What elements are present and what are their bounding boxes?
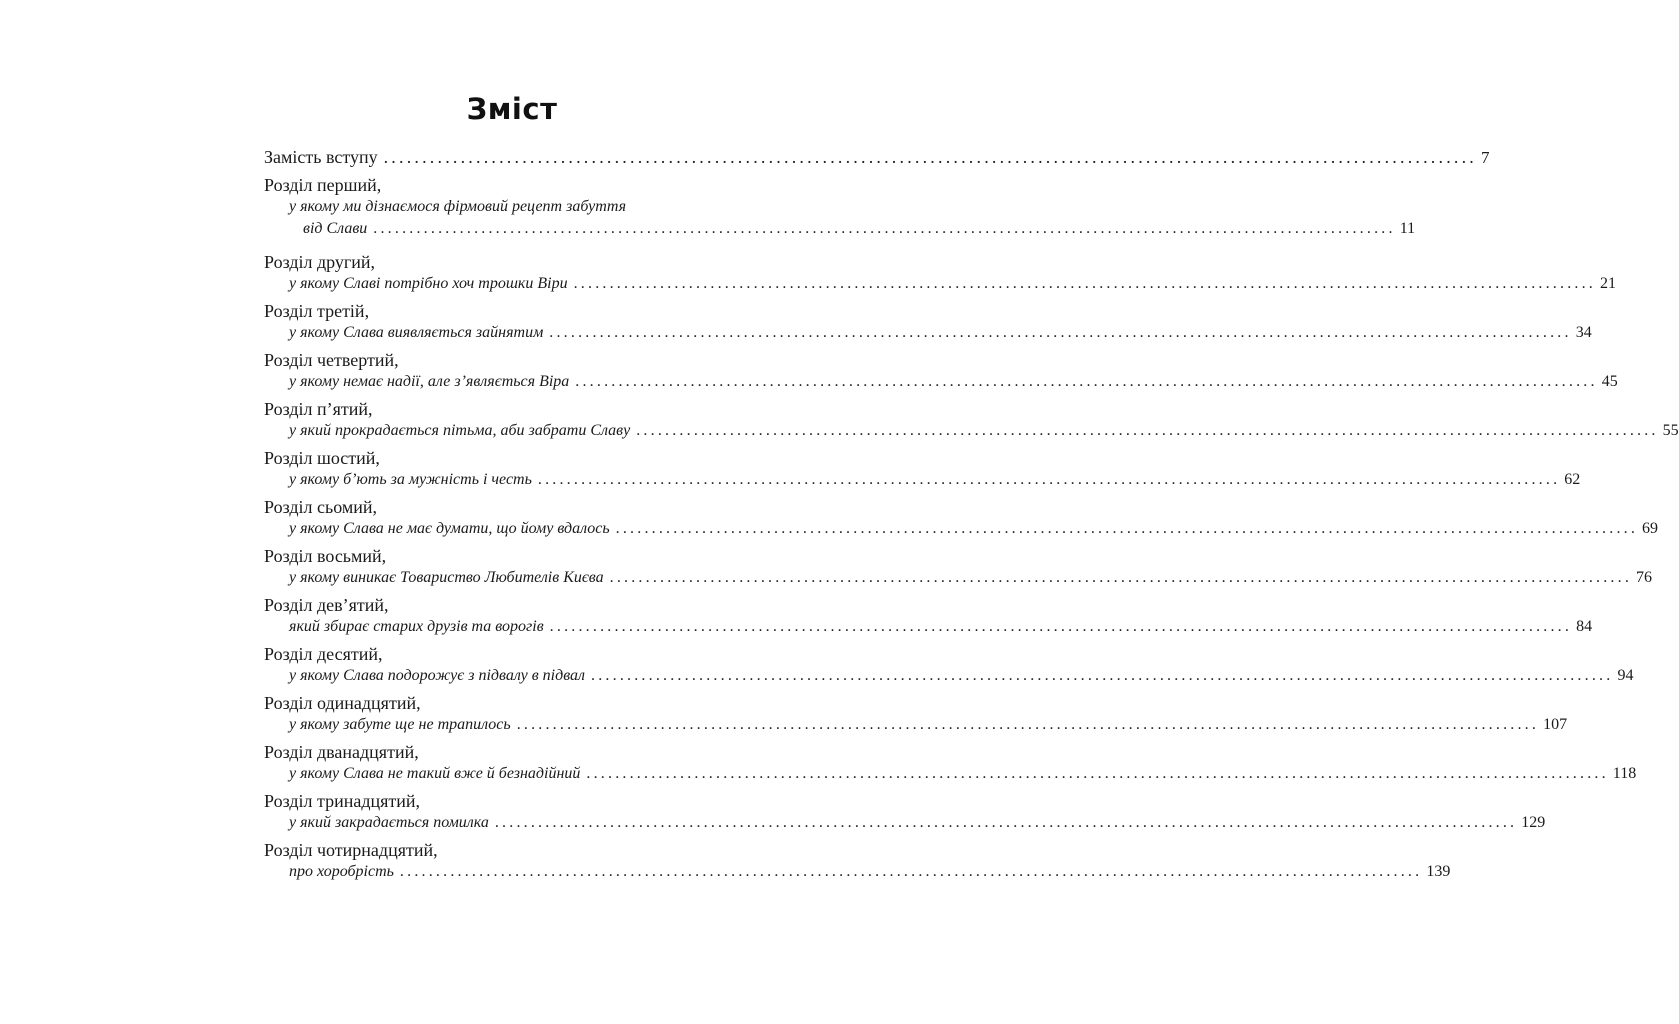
dot-leader: .............................................................................................................................................. <box>586 765 1609 782</box>
chapter-page-number: 84 <box>1576 618 1593 635</box>
chapter-subtitle: у якому Слава не має думати, що йому вдалось <box>289 520 610 537</box>
dot-leader: .............................................................................................................................................. <box>573 275 1596 292</box>
toc-entry-chapter-7[interactable] <box>264 496 1659 545</box>
dot-leader: .............................................................................................................................................. <box>615 520 1639 537</box>
toc-entry-chapter-5[interactable] <box>264 398 1679 447</box>
intro-page-number: 7 <box>1481 148 1490 167</box>
dot-leader: .............................................................................................................................................. <box>516 716 1540 733</box>
toc-entry-intro[interactable] <box>264 146 1490 172</box>
chapter-heading: Розділ дев’ятий, <box>264 595 389 615</box>
chapter-page-number: 107 <box>1543 716 1568 733</box>
chapter-subtitle-line1: у якому ми дізнаємося фірмовий рецепт забуття <box>289 198 627 215</box>
dot-leader: .............................................................................................................................................. <box>575 373 1598 390</box>
chapter-heading: Розділ перший, <box>264 175 382 195</box>
dot-leader: .............................................................................................................................................. <box>399 863 1423 880</box>
chapter-page-number: 69 <box>1642 520 1659 537</box>
dot-leader: .............................................................................................................................................. <box>549 618 1573 635</box>
chapter-page-number: 118 <box>1612 765 1637 782</box>
chapter-subtitle: у який закрадається помилка <box>289 814 489 831</box>
chapter-page-number: 21 <box>1600 275 1616 292</box>
chapter-heading: Розділ другий, <box>264 252 376 272</box>
toc-entry-chapter-2[interactable] <box>264 251 1616 300</box>
chapter-heading: Розділ дванадцятий, <box>264 742 419 762</box>
toc-entry-chapter-14[interactable] <box>264 839 1451 888</box>
dot-leader: .............................................................................................................................................. <box>537 471 1561 488</box>
chapter-page-number: 11 <box>1399 220 1416 237</box>
chapter-subtitle: у який прокрадається пітьма, аби забрати Славу <box>289 422 631 439</box>
chapter-page-number: 139 <box>1426 863 1451 880</box>
chapter-heading: Розділ тринадцятий, <box>264 791 421 811</box>
dot-leader: .............................................................................................................................................. <box>591 667 1614 684</box>
toc-entry-chapter-1[interactable] <box>264 174 1416 248</box>
chapter-page-number: 34 <box>1575 324 1592 341</box>
dot-leader: .............................................................................................................................................. <box>383 147 1478 167</box>
chapter-subtitle: у якому Славі потрібно хоч трошки Віри <box>289 275 568 292</box>
chapter-page-number: 129 <box>1521 814 1546 831</box>
chapter-heading: Розділ четвертий, <box>264 350 399 370</box>
chapter-heading: Розділ п’ятий, <box>264 399 373 419</box>
intro-label: Замість вступу <box>264 147 378 167</box>
chapter-subtitle: який збирає старих друзів та ворогів <box>289 618 544 635</box>
dot-leader: .............................................................................................................................................. <box>549 324 1572 341</box>
toc-entry-chapter-12[interactable] <box>264 741 1637 790</box>
chapter-subtitle: у якому Слава подорожує з підвалу в підвал <box>289 667 586 684</box>
chapter-subtitle: у якому забуте ще не трапилось <box>289 716 511 733</box>
dot-leader: .............................................................................................................................................. <box>373 220 1396 237</box>
toc-entry-chapter-11[interactable] <box>264 692 1568 741</box>
chapter-heading: Розділ шостий, <box>264 448 380 468</box>
chapter-subtitle: у якому б’ють за мужність і честь <box>289 471 532 488</box>
toc-entry-chapter-9[interactable] <box>264 594 1593 643</box>
chapter-page-number: 62 <box>1564 471 1581 488</box>
page-title: Зміст <box>466 92 558 126</box>
chapter-subtitle: у якому Слава не такий вже й безнадійний <box>289 765 581 782</box>
chapter-subtitle: у якому Слава виявляється зайнятим <box>289 324 544 341</box>
toc-entry-chapter-4[interactable] <box>264 349 1618 398</box>
toc-entry-chapter-13[interactable] <box>264 790 1546 839</box>
chapter-heading: Розділ восьмий, <box>264 546 387 566</box>
chapter-heading: Розділ сьомий, <box>264 497 378 517</box>
chapter-page-number: 45 <box>1601 373 1618 390</box>
chapter-subtitle: у якому немає надії, але з’являється Віра <box>289 373 570 390</box>
toc-entry-chapter-10[interactable] <box>264 643 1634 692</box>
chapter-heading: Розділ третій, <box>264 301 370 321</box>
chapter-page-number: 55 <box>1662 422 1679 439</box>
chapter-page-number: 76 <box>1636 569 1653 586</box>
chapter-subtitle: від Слави <box>303 220 368 237</box>
toc-entry-chapter-8[interactable] <box>264 545 1653 594</box>
dot-leader: .............................................................................................................................................. <box>494 814 1518 831</box>
toc-entry-chapter-3[interactable] <box>264 300 1592 349</box>
table-of-contents <box>264 146 1679 888</box>
chapter-heading: Розділ чотирнадцятий, <box>264 840 438 860</box>
toc-entry-chapter-6[interactable] <box>264 447 1581 496</box>
chapter-heading: Розділ десятий, <box>264 644 383 664</box>
dot-leader: .............................................................................................................................................. <box>636 422 1659 439</box>
chapter-subtitle: у якому виникає Товариство Любителів Києва <box>289 569 604 586</box>
chapter-subtitle: про хоробрість <box>289 863 394 880</box>
chapter-page-number: 94 <box>1617 667 1634 684</box>
chapter-heading: Розділ одинадцятий, <box>264 693 421 713</box>
dot-leader: .............................................................................................................................................. <box>609 569 1633 586</box>
